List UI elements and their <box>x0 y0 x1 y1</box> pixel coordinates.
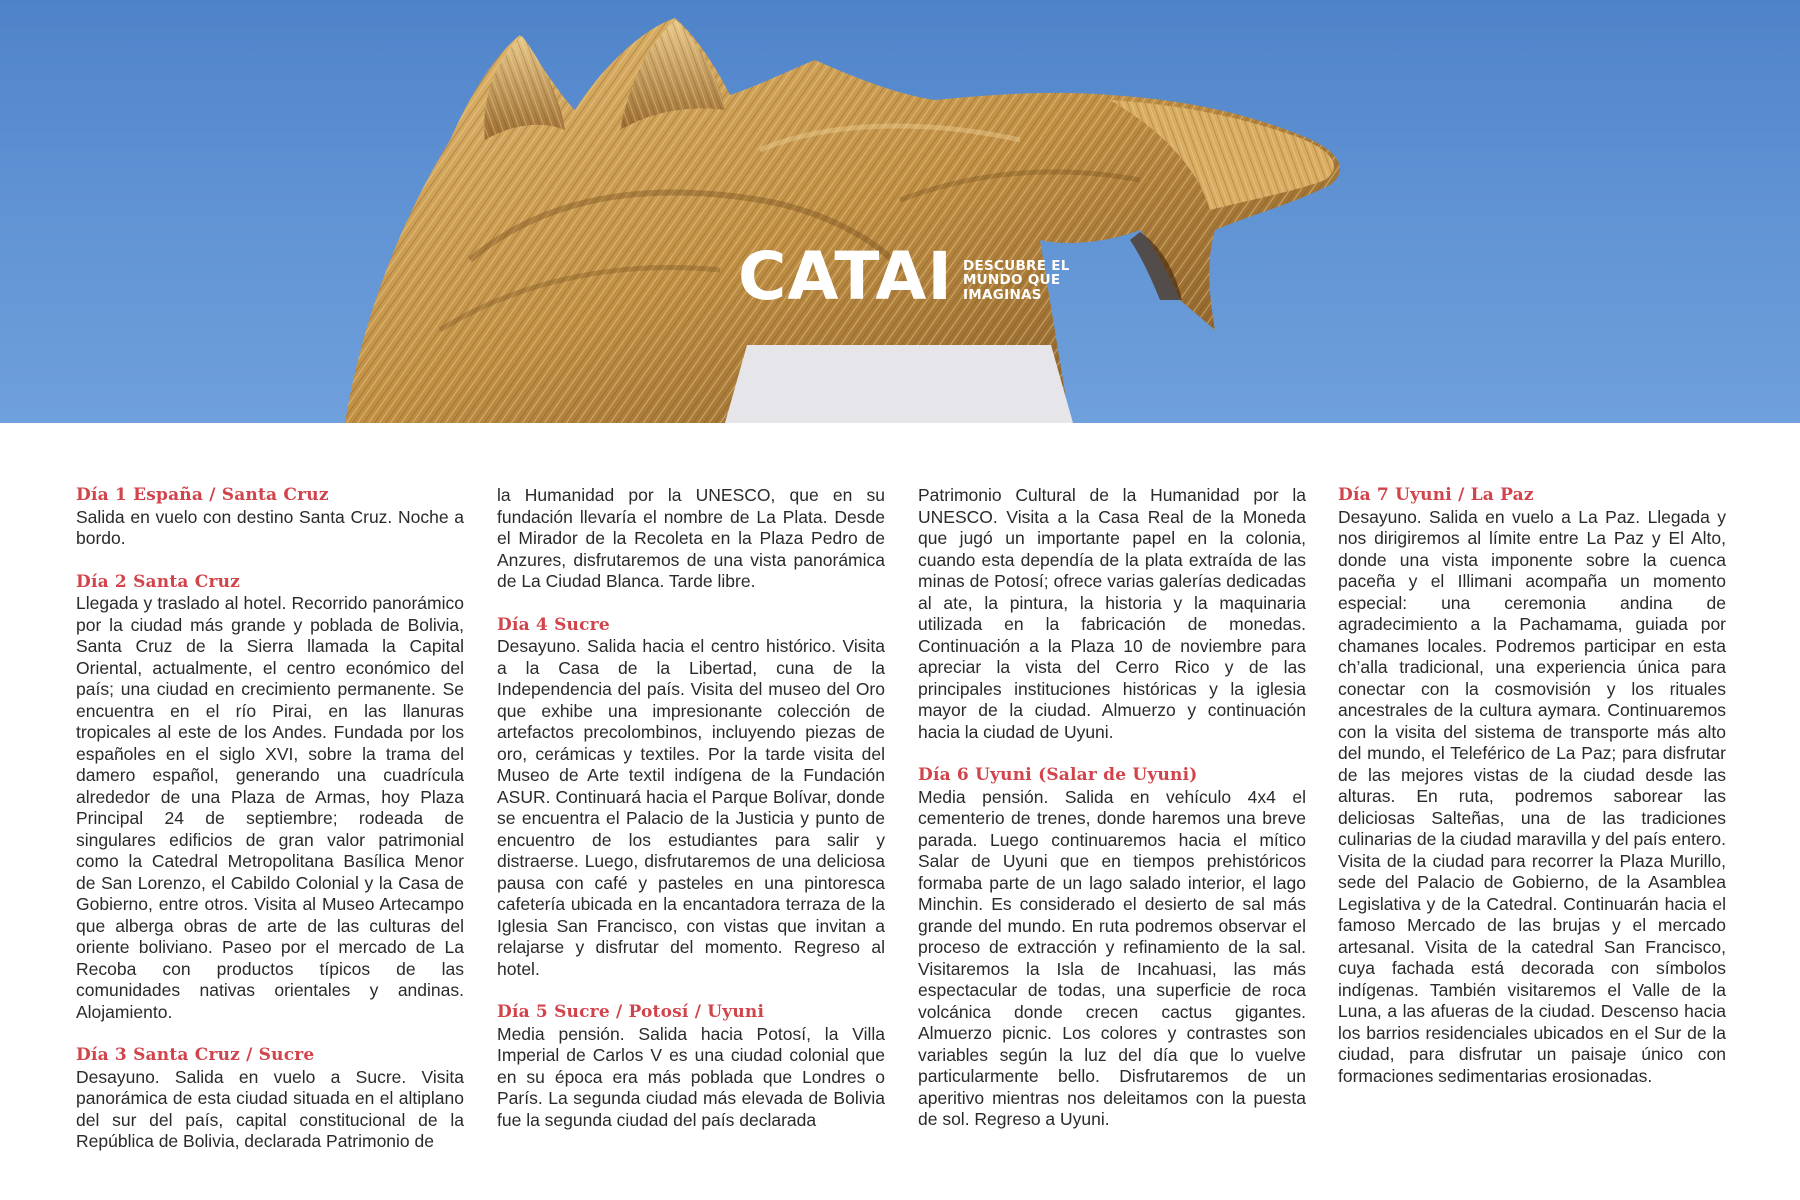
day-description: Salida en vuelo con destino Santa Cruz. Noche a bordo. <box>76 506 464 548</box>
itinerary-column-3 <box>918 485 1306 1153</box>
header-accent-panel <box>725 345 1073 423</box>
day-description: Media pensión. Salida en vehículo 4x4 el cementerio de trenes, donde haremos una breve parada. Luego continuaremos hacia el mítico Salar de Uyuni que en tiempos prehistóricos formaba parte de un lago salado interior, el lago Minchin. Es considerado el desierto de sal más grande del mundo. En ruta podremos observar el proceso de extracción y refinamiento de la sal. Visitaremos la Isla de Incahuasi, las más espectacular de todas, una superficie de roca volcánica donde crecen cactus gigantes. Almuerzo picnic. Los colores y contrastes son variables según la luz del día que lo vuelve particularmente bello. Disfrutaremos de un aperitivo mientras nos deleitamos con la puesta de sol. Regreso a Uyuni. <box>918 786 1306 1129</box>
day-heading: Día 4 Sucre <box>497 614 610 635</box>
day-heading: Día 2 Santa Cruz <box>76 571 241 592</box>
tagline-line: MUNDO QUE <box>962 272 1061 288</box>
day-entry <box>76 572 464 1024</box>
tagline-line: IMAGINAS <box>962 286 1042 303</box>
day-heading: Día 6 Uyuni (Salar de Uyuni) <box>918 765 1198 785</box>
day-description: Desayuno. Salida en vuelo a Sucre. Visita panorámica de esta ciudad situada en el altiplano del sur del país, capital constitucional de la República de Bolivia, declarada Patrimonio de <box>76 1066 464 1151</box>
day-description: Desayuno. Salida en vuelo a La Paz. Llegada y nos dirigiremos al límite entre La Paz y El Alto, donde una vista imponente sobre la cuenca paceña y el Illimani acompaña un momento especial: una ceremonia andina de agradecimiento a la Pachamama, guiada por chamanes locales. Podremos participar en esta ch’alla tradicional, una experiencia única para conectar con la cosmovisión y los rituales ancestrales de la cultura aymara. Continuaremos con la visita del sistema de transporte más alto del mundo, el Teleférico de La Paz; para disfrutar de las mejores vistas de la ciudad desde las alturas. En ruta, podremos saborear las deliciosas Salteñas, una de las tradiciones culinarias de la ciudad maravilla y del país entero. Visita de la ciudad para recorrer la Plaza Murillo, sede del Palacio de Gobierno, de la Asamblea Legislativa y de la Catedral. Continuarán hacia el famoso Mercado de las brujas y el mercado artesanal. Visita de la catedral San Francisco, cuya fachada está decorada con símbolos indígenas. También visitaremos el Valle de la Luna, a las afueras de la ciudad. Descenso hacia los barrios residenciales ubicados en el Sur de la ciudad, para disfrutar un paisaje único con formaciones sedimentarias erosionadas. <box>1338 506 1726 1086</box>
day-entry-continued <box>497 485 885 593</box>
itinerary-columns <box>76 485 1726 1151</box>
day-entry <box>76 485 464 550</box>
tagline-line: DESCUBRE EL <box>962 257 1070 274</box>
day-description: Media pensión. Salida hacia Potosí, la Villa Imperial de Carlos V es una ciudad colonial que en su época era más poblada que Londres o París. La segunda ciudad más elevada de Bolivia fue la segunda ciudad del país declarada <box>497 1023 885 1130</box>
brand-tagline <box>963 259 1073 303</box>
day-entry <box>76 1045 464 1153</box>
day-description: Patrimonio Cultural de la Humanidad por la UNESCO. Visita a la Casa Real de la Moneda que jugó un importante papel en la colonia, cuando esta dependía de la plata extraída de las minas de Potosí; ofrece varias galerías dedicadas al ate, la pintura, la historia y la maquinaria utilizada en la fabricación de monedas. Continuación a la Plaza 10 de noviembre para apreciar la vista del Cerro Rico y de las principales instituciones históricas y la iglesia mayor de la ciudad. Almuerzo y continuación hacia la ciudad de Uyuni. <box>918 485 1306 742</box>
catai-logo <box>738 238 1073 315</box>
day-description: Llegada y traslado al hotel. Recorrido panorámico por la ciudad más grande y poblada de Bolivia, Santa Cruz de la Sierra llamada la Capital Oriental, actualmente, el centro económico del país; una ciudad en crecimiento permanente. Se encuentra en el río Pirai, en las llanuras tropicales al este de los Andes. Fundada por los españoles en el siglo XVI, sobre la trama del damero español, generando una cuadrícula alrededor de una Plaza de Armas, hoy Plaza Principal 24 de septiembre; rodeada de singulares edificios de gran valor patrimonial como la Catedral Metropolitana Basílica Menor de San Lorenzo, el Cabildo Colonial y la Casa de Gobierno, entre otros. Visita al Museo Artecampo que alberga obras de arte de las culturas del oriente boliviano. Paseo por el mercado de La Recoba con productos típicos de las comunidades nativas orientales y andinas. Alojamiento. <box>76 593 464 1022</box>
day-heading: Día 5 Sucre / Potosí / Uyuni <box>497 1002 765 1022</box>
itinerary-column-1 <box>76 485 464 1175</box>
itinerary-column-2 <box>497 485 885 1153</box>
day-entry <box>497 615 885 981</box>
itinerary-column-4 <box>1338 485 1726 1109</box>
day-heading: Día 3 Santa Cruz / Sucre <box>76 1045 315 1065</box>
day-description: Desayuno. Salida hacia el centro histórico. Visita a la Casa de la Libertad, cuna de la Independencia del país. Visita del museo del Oro que exhibe una impresionante colección de artefactos precolombinos, incluyendo piezas de oro, cerámicas y textiles. Por la tarde visita del Museo de Arte textil indígena de la Fundación ASUR. Continuará hacia el Parque Bolívar, donde se encuentra el Palacio de la Justicia y punto de encuentro de los estudiantes para salir y distraerse. Luego, disfrutaremos de una deliciosa pausa con café y pasteles en una pintoresca cafetería ubicada en la encantadora terraza de la Iglesia San Francisco, con vistas que invitan a relajarse y disfrutar del momento. Regreso al hotel. <box>497 636 885 979</box>
day-description: la Humanidad por la UNESCO, que en su fundación llevaría el nombre de La Plata. Desde el Mirador de la Recoleta en la Plaza Pedro de Anzures, disfrutaremos de una vista panorámica de La Ciudad Blanca. Tarde libre. <box>497 485 885 591</box>
day-entry-continued <box>918 485 1306 743</box>
day-heading: Día 1 España / Santa Cruz <box>76 485 329 505</box>
day-entry <box>497 1002 885 1131</box>
hero-banner <box>0 0 1800 423</box>
day-entry <box>1338 485 1726 1087</box>
brand-name: CATAI <box>738 238 953 315</box>
day-heading: Día 7 Uyuni / La Paz <box>1338 485 1534 505</box>
day-entry <box>918 765 1306 1131</box>
